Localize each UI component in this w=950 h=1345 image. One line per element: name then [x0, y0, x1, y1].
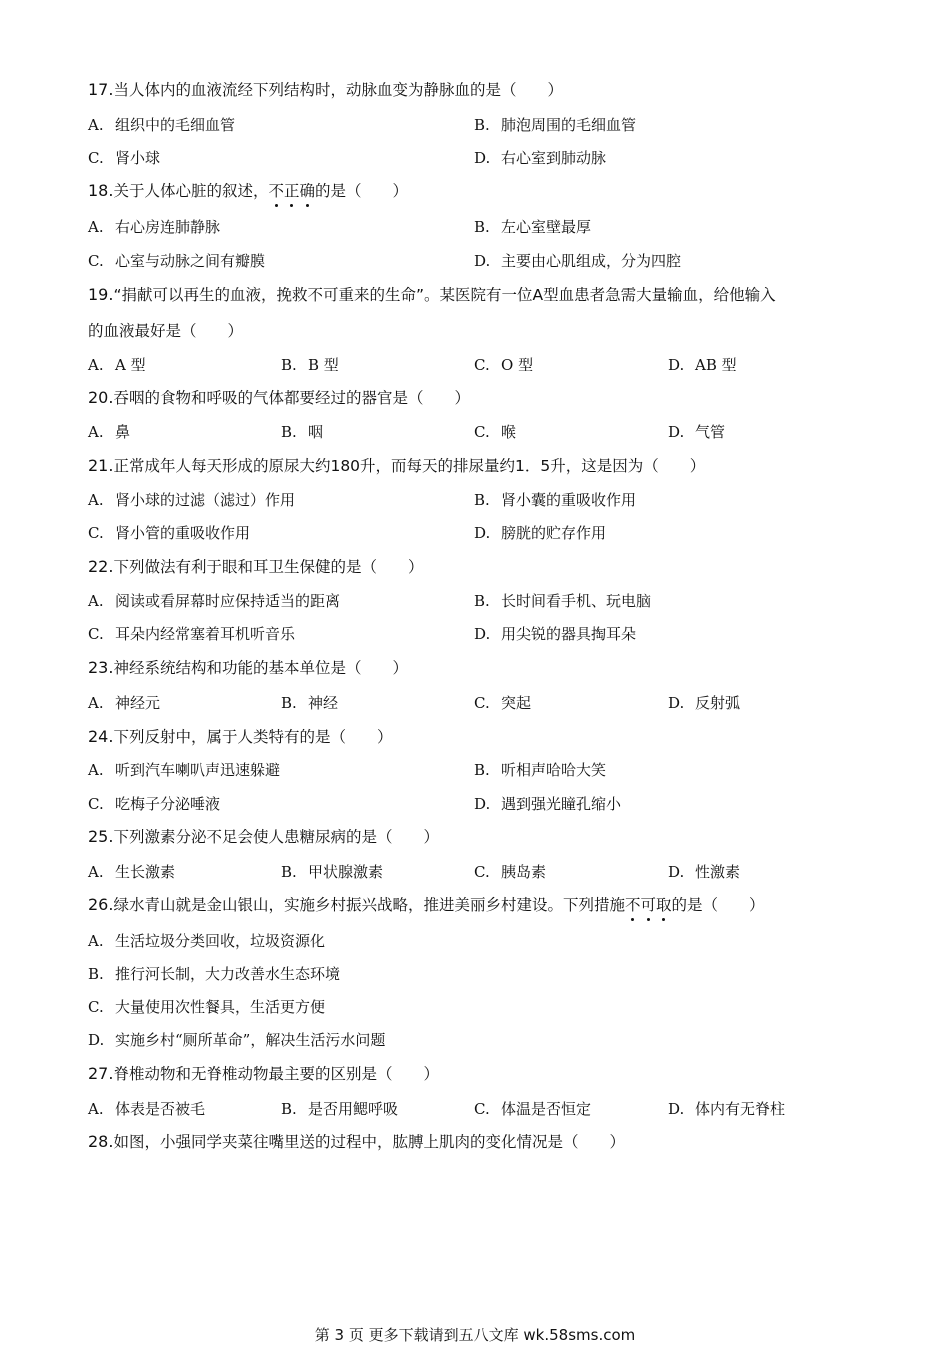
option-25-c: C. 胰岛素: [474, 863, 547, 881]
question-22: 22.下列做法有利于眼和耳卫生保健的是（ ）: [88, 557, 424, 576]
option-22-a: A. 阅读或看屏幕时应保持适当的距离: [88, 592, 341, 610]
option-17-d: D. 右心室到肺动脉: [474, 149, 607, 167]
option-21-a: A. 肾小球的过滤（滤过）作用: [88, 491, 296, 509]
option-26-a: A. 生活垃圾分类回收，垃圾资源化: [88, 932, 326, 950]
page-number: 第 3 页: [314, 1326, 364, 1344]
option-19-d: D. AB 型: [668, 356, 737, 374]
option-24-d: D. 遇到强光瞳孔缩小: [474, 795, 622, 813]
option-21-d: D. 膀胱的贮存作用: [474, 524, 607, 542]
option-20-a: A. 鼻: [88, 423, 131, 441]
emphasis-char: 正: [283, 182, 300, 200]
option-18-a: A. 右心房连肺静脉: [88, 218, 221, 236]
option-22-b: B. 长时间看手机、玩电脑: [474, 592, 652, 610]
question-25: 25.下列激素分泌不足会使人患糖尿病的是（ ）: [88, 827, 439, 846]
footer-source: 更多下载请到五八文库 wk.58sms.com: [368, 1326, 636, 1344]
option-19-b: B. B 型: [281, 356, 339, 374]
question-27: 27.脊椎动物和无脊椎动物最主要的区别是（ ）: [88, 1064, 439, 1083]
option-21-c: C. 肾小管的重吸收作用: [88, 524, 251, 542]
question-28: 28.如图，小强同学夹菜往嘴里送的过程中，肱膊上肌肉的变化情况是（ ）: [88, 1132, 625, 1151]
option-27-a: A. 体表是否被毛: [88, 1100, 206, 1118]
option-24-c: C. 吃梅子分泌唾液: [88, 795, 221, 813]
option-18-d: D. 主要由心肌组成，分为四腔: [474, 252, 682, 270]
option-24-a: A. 听到汽车喇叭声迅速躲避: [88, 761, 281, 779]
option-18-b: B. 左心室壁最厚: [474, 218, 592, 236]
option-22-d: D. 用尖锐的器具掏耳朵: [474, 625, 637, 643]
option-25-a: A. 生长激素: [88, 863, 176, 881]
question-19-continued: 的血液最好是（ ）: [88, 322, 244, 340]
option-17-c: C. 肾小球: [88, 149, 161, 167]
emphasis-char: 不: [268, 182, 284, 200]
question-19: 19.“捐献可以再生的血液，挽救不可重来的生命”。某医院有一位A型血患者急需大量输血，给他输入: [88, 285, 776, 304]
option-26-c: C. 大量使用次性餐具，生活更方便: [88, 998, 326, 1016]
question-21: 21.正常成年人每天形成的原尿大约180升，而每天的排尿量约1．5升，这是因为（ ）: [88, 456, 706, 475]
option-22-c: C. 耳朵内经常塞着耳机听音乐: [88, 625, 296, 643]
emphasis-char: 确: [299, 182, 316, 200]
question-20: 20.吞咽的食物和呼吸的气体都要经过的器官是（ ）: [88, 388, 470, 407]
option-27-d: D. 体内有无脊柱: [668, 1100, 786, 1118]
option-23-d: D. 反射弧: [668, 694, 741, 712]
option-17-a: A. 组织中的毛细血管: [88, 116, 236, 134]
option-26-b: B. 推行河长制，大力改善水生态环境: [88, 965, 341, 983]
option-20-d: D. 气管: [668, 423, 726, 441]
option-20-c: C. 喉: [474, 423, 517, 441]
option-23-b: B. 神经: [281, 694, 339, 712]
emphasis-char: 可: [640, 896, 656, 914]
option-26-d: D. 实施乡村“厕所革命”，解决生活污水问题: [88, 1031, 386, 1049]
question-18: 18.关于人体心脏的叙述，不正确的是（ ）: [88, 181, 409, 200]
option-19-c: C. O 型: [474, 356, 534, 374]
question-26: 26.绿水青山就是金山银山，实施乡村振兴战略，推进美丽乡村建设。下列措施不可取的是（ ）: [88, 895, 765, 914]
option-17-b: B. 肺泡周围的毛细血管: [474, 116, 637, 134]
question-24: 24.下列反射中，属于人类特有的是（ ）: [88, 727, 393, 746]
option-19-a: A. A 型: [88, 356, 146, 374]
option-25-b: B. 甲状腺激素: [281, 863, 384, 881]
emphasis-char: 不: [624, 896, 641, 914]
emphasis-char: 取: [656, 896, 672, 914]
question-23: 23.神经系统结构和功能的基本单位是（ ）: [88, 658, 408, 677]
option-18-c: C. 心室与动脉之间有瓣膜: [88, 252, 266, 270]
option-21-b: B. 肾小囊的重吸收作用: [474, 491, 637, 509]
option-23-a: A. 神经元: [88, 694, 161, 712]
option-27-b: B. 是否用鳃呼吸: [281, 1100, 399, 1118]
option-24-b: B. 听相声哈哈大笑: [474, 761, 607, 779]
option-27-c: C. 体温是否恒定: [474, 1100, 592, 1118]
option-20-b: B. 咽: [281, 423, 324, 441]
question-17: 17.当人体内的血液流经下列结构时，动脉血变为静脉血的是（ ）: [88, 80, 563, 99]
option-25-d: D. 性激素: [668, 863, 741, 881]
option-23-c: C. 突起: [474, 694, 532, 712]
page-footer: [0, 1324, 950, 1345]
